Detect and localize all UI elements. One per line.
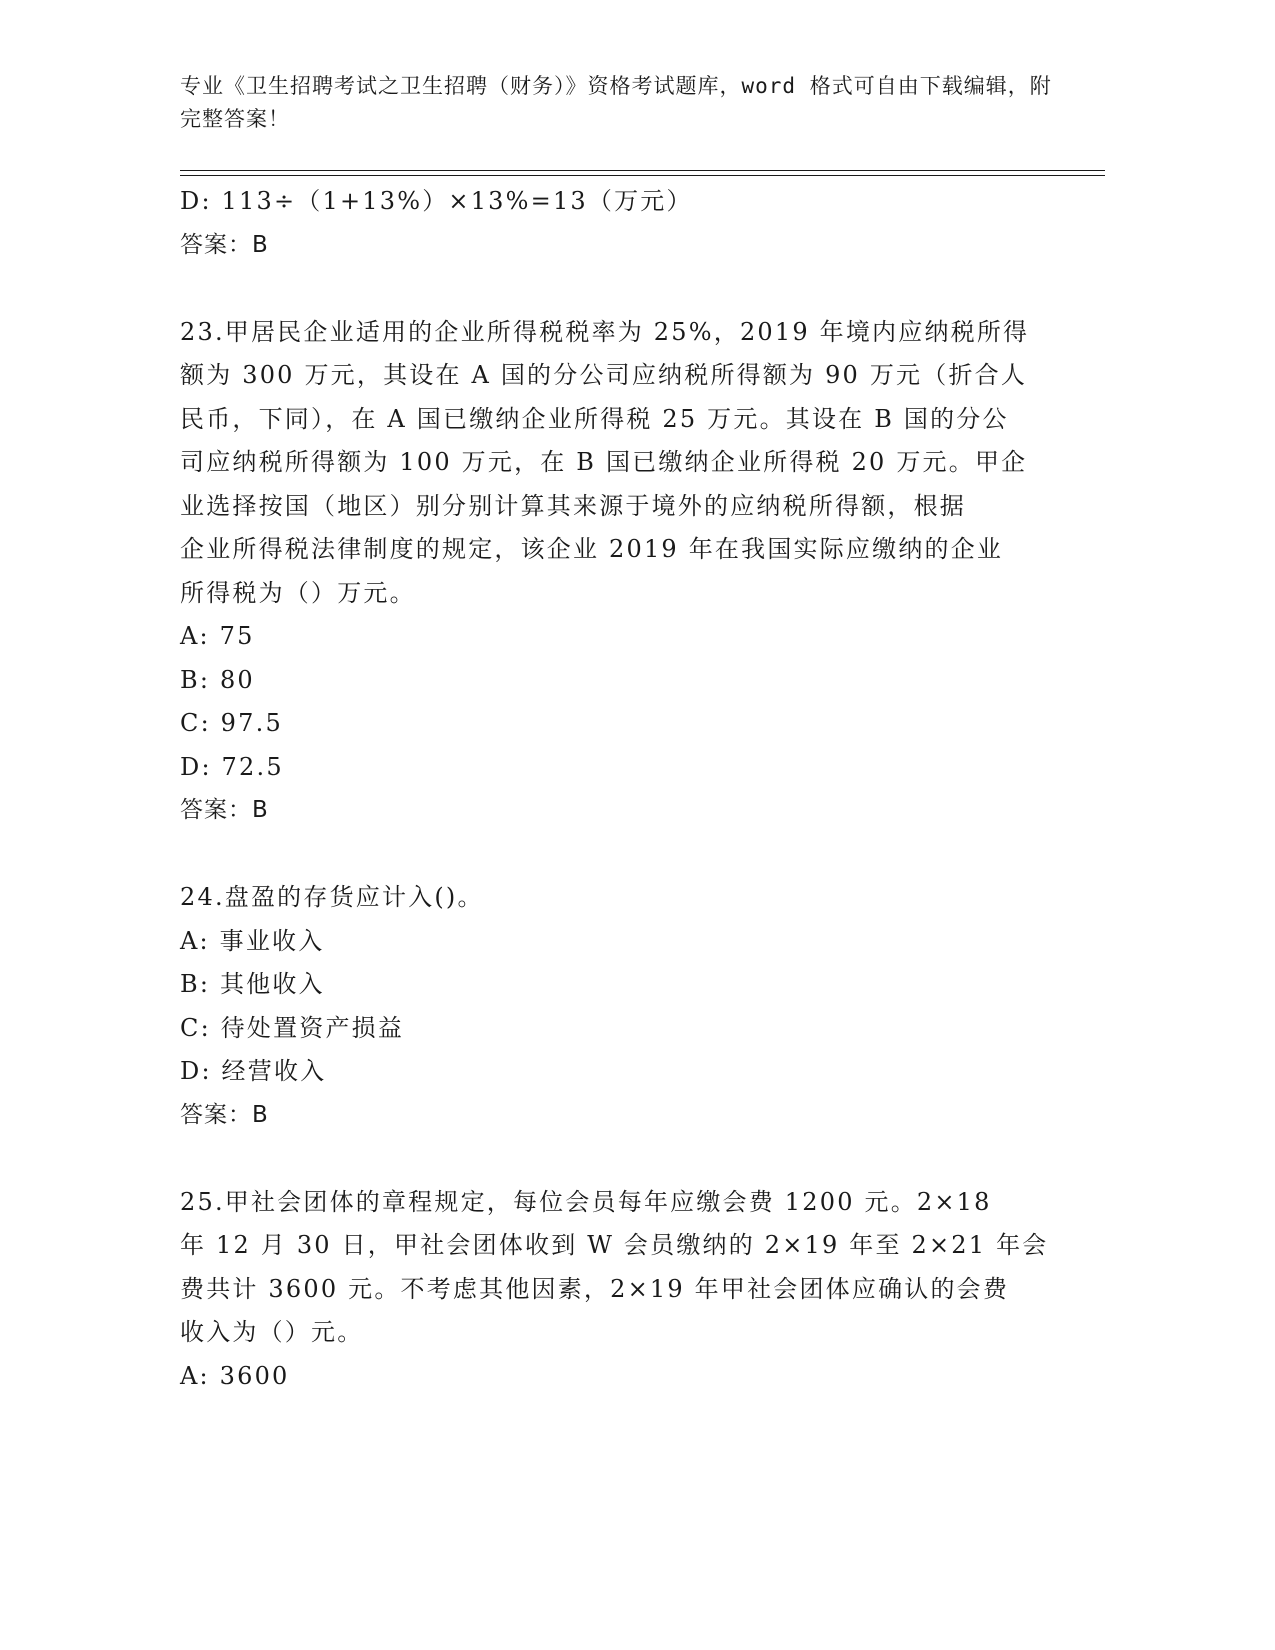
option-d: D: 72.5 — [180, 752, 284, 781]
question-stem-line: 25.甲社会团体的章程规定，每位会员每年应缴会费 1200 元。2×18 — [180, 1187, 992, 1216]
option-a: A: 3600 — [180, 1361, 290, 1390]
header-rule-top — [180, 170, 1105, 171]
question-24 — [180, 876, 1040, 1137]
option-a: A: 75 — [180, 622, 255, 650]
question-stem-line: 费共计 3600 元。不考虑其他因素，2×19 年甲社会团体应确认的会费 — [180, 1274, 1010, 1303]
header-rule-bottom — [180, 175, 1105, 176]
question-stem-line: 额为 300 万元，其设在 A 国的分公司应纳税所得额为 90 万元（折合人 — [180, 361, 1028, 389]
question-stem-line: 业选择按国（地区）别分别计算其来源于境外的应纳税所得额，根据 — [180, 491, 966, 520]
question-stem-line: 民币，下同），在 A 国已缴纳企业所得税 25 万元。其设在 B 国的分公 — [180, 404, 1009, 433]
prev-answer: 答案：B — [180, 231, 269, 258]
document-body — [180, 180, 1049, 1398]
option-b: B: 80 — [180, 665, 255, 694]
question-stem-line: 24.盘盈的存货应计入()。 — [180, 883, 484, 911]
prev-option-d: D: 113÷（1+13%）×13%=13（万元） — [180, 187, 693, 215]
question-stem-line: 23.甲居民企业适用的企业所得税税率为 25%，2019 年境内应纳税所得 — [180, 317, 1030, 346]
question-stem-line: 企业所得税法律制度的规定，该企业 2019 年在我国实际应缴纳的企业 — [180, 535, 1004, 563]
answer: 答案：B — [180, 1101, 269, 1128]
answer: 答案：B — [180, 797, 269, 823]
question-23 — [180, 311, 1040, 833]
option-c: C: 待处置资产损益 — [180, 1013, 405, 1042]
option-c: C: 97.5 — [180, 709, 283, 737]
option-d: D: 经营收入 — [180, 1057, 327, 1085]
question-25 — [180, 1181, 1049, 1399]
question-stem-line: 年 12 月 30 日，甲社会团体收到 W 会员缴纳的 2×19 年至 2×21 年会 — [180, 1231, 1049, 1259]
question-stem-line: 收入为（）元。 — [180, 1318, 364, 1346]
option-b: B: 其他收入 — [180, 970, 325, 998]
document-header: 专业《卫生招聘考试之卫生招聘（财务）》资格考试题库，word 格式可自由下载编辑，附完整答案！ — [180, 74, 1052, 131]
question-stem-line: 司应纳税所得额为 100 万元，在 B 国已缴纳企业所得税 20 万元。甲企 — [180, 448, 1028, 476]
question-stem-line: 所得税为（）万元。 — [180, 578, 416, 607]
option-a: A: 事业收入 — [180, 926, 325, 955]
